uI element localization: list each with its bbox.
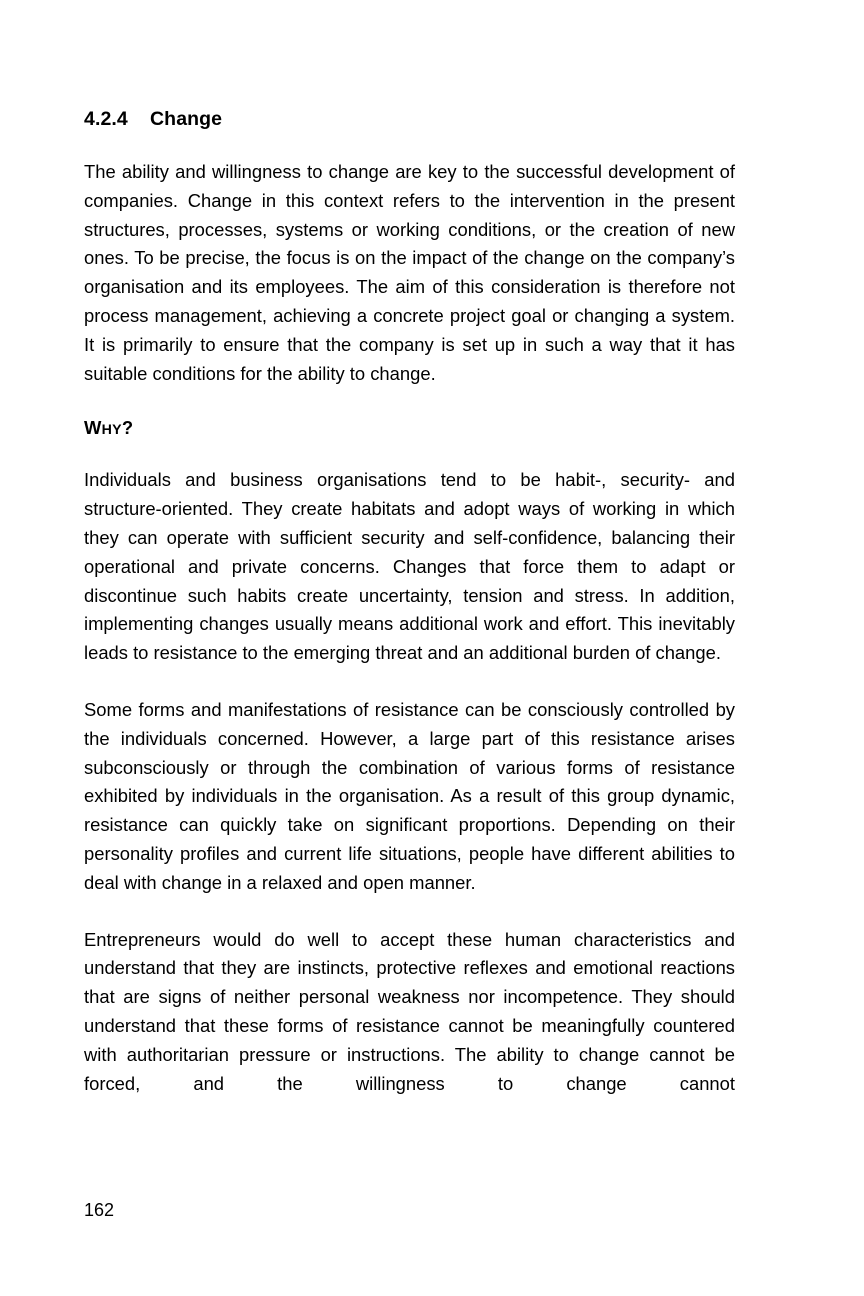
section-number: 4.2.4 <box>84 108 128 130</box>
page-content <box>84 106 735 1098</box>
paragraph-why-2: Some forms and manifestations of resistance can be consciously controlled by the individuals concerned. However, a large part of this resistance arises subconsciously or through the combination of various forms of resistance exhibited by individuals in the organisation. As a result of this group dynamic, resistance can quickly take on significant proportions. Depending on their personality profiles and current life situations, people have different abilities to deal with change in a relaxed and open manner. <box>84 698 735 893</box>
paragraph-intro: The ability and willingness to change are key to the successful development of companies. Change in this context refers to the intervention in the present structures, processes, systems or working conditions, or the creation of new ones. To be precise, the focus is on the impact of the change on the company’s organisation and its employees. The aim of this consideration is therefore not process management, achieving a concrete project goal or changing a system. It is primarily to ensure that the company is set up in such a way that it has suitable conditions for the ability to change. <box>84 161 735 384</box>
subheading-small-caps: HY <box>101 422 122 439</box>
subheading-lead-cap: W <box>84 417 102 439</box>
subheading-punctuation: ? <box>121 417 134 439</box>
section-title: Change <box>150 108 223 130</box>
page-number: 162 <box>84 1200 115 1220</box>
subheading-why <box>84 416 735 442</box>
paragraph-why-3: Entrepreneurs would do well to accept these human characteristics and understand that they are instincts, protective reflexes and emotional reactions that are signs of neither personal weakness nor incompetence. They should understand that these forms of resistance cannot be meaningfully countered with authoritarian pressure or instructions. The ability to change cannot be forced, and the willingness to change cannot <box>84 928 735 1094</box>
page-title <box>84 106 735 132</box>
paragraph-why-1: Individuals and business organisations tend to be habit-, security- and structure-oriented. They create habitats and adopt ways of working in which they can operate with sufficient security and self-confidence, balancing their operational and private concerns. Changes that force them to adapt or discontinue such habits create uncertainty, tension and stress. In addition, implementing changes usually means additional work and effort. This inevitably leads to resistance to the emerging threat and an additional burden of change. <box>84 469 735 664</box>
